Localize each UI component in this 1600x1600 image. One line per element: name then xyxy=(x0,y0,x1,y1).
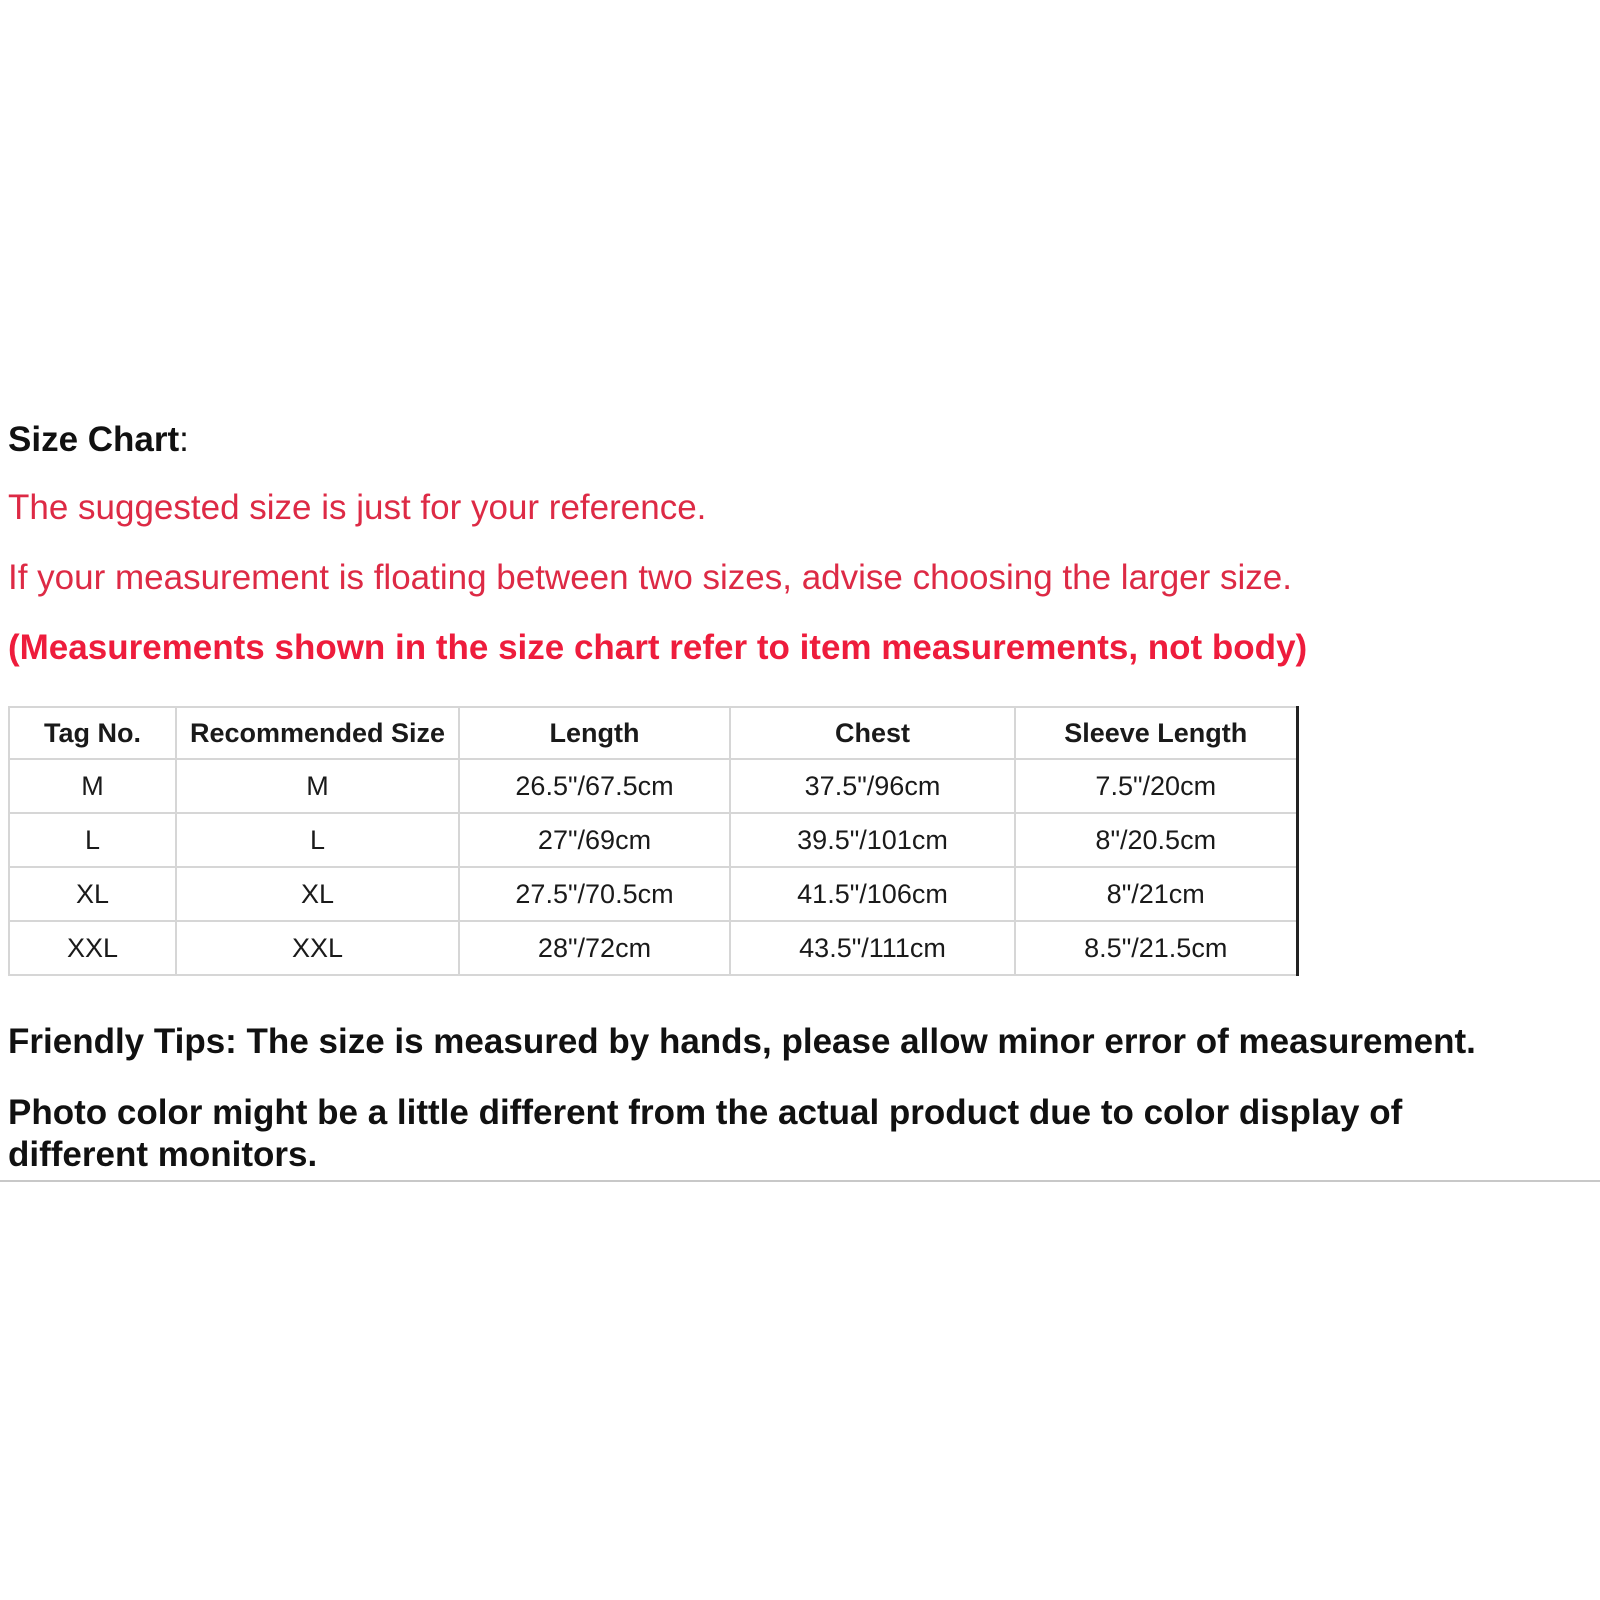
table-cell-tag: L xyxy=(9,813,176,867)
table-row xyxy=(9,867,1297,921)
column-header-chest: Chest xyxy=(730,707,1015,759)
table-cell-length: 27"/69cm xyxy=(459,813,730,867)
table-cell-sleeve: 8.5"/21.5cm xyxy=(1015,921,1297,975)
measurement-disclaimer: (Measurements shown in the size chart refer to item measurements, not body) xyxy=(8,628,1308,667)
measurement-tip: Friendly Tips: The size is measured by hands, please allow minor error of measurement. xyxy=(8,1022,1476,1061)
table-cell-chest: 43.5"/111cm xyxy=(730,921,1015,975)
table-cell-chest: 41.5"/106cm xyxy=(730,867,1015,921)
table-cell-length: 27.5"/70.5cm xyxy=(459,867,730,921)
size-table xyxy=(8,706,1299,976)
table-cell-tag: XXL xyxy=(9,921,176,975)
table-cell-chest: 37.5"/96cm xyxy=(730,759,1015,813)
table-header-row xyxy=(9,707,1297,759)
table-cell-sleeve: 8"/20.5cm xyxy=(1015,813,1297,867)
title-suffix: : xyxy=(179,420,189,459)
size-chart-header xyxy=(8,420,1598,668)
table-cell-tag: XL xyxy=(9,867,176,921)
page-title xyxy=(8,420,1598,460)
table-cell-sleeve: 7.5"/20cm xyxy=(1015,759,1297,813)
column-header-recommended-size: Recommended Size xyxy=(176,707,459,759)
column-header-sleeve-length: Sleeve Length xyxy=(1015,707,1297,759)
table-row xyxy=(9,921,1297,975)
table-cell-recommended: XXL xyxy=(176,921,459,975)
reference-note: The suggested size is just for your reference. xyxy=(8,488,707,527)
color-tip: Photo color might be a little different from the actual product due to color display of different monitors. xyxy=(8,1093,1403,1174)
table-cell-tag: M xyxy=(9,759,176,813)
larger-size-advice: If your measurement is floating between two sizes, advise choosing the larger size. xyxy=(8,558,1292,597)
table-cell-chest: 39.5"/101cm xyxy=(730,813,1015,867)
table-row xyxy=(9,813,1297,867)
bottom-divider xyxy=(0,1180,1600,1182)
table-cell-sleeve: 8"/21cm xyxy=(1015,867,1297,921)
friendly-tips xyxy=(8,1022,1598,1176)
table-cell-length: 26.5"/67.5cm xyxy=(459,759,730,813)
table-cell-recommended: XL xyxy=(176,867,459,921)
table-cell-recommended: M xyxy=(176,759,459,813)
table-cell-length: 28"/72cm xyxy=(459,921,730,975)
column-header-tag-no: Tag No. xyxy=(9,707,176,759)
table-row xyxy=(9,759,1297,813)
title-label: Size Chart xyxy=(8,420,180,459)
column-header-length: Length xyxy=(459,707,730,759)
table-cell-recommended: L xyxy=(176,813,459,867)
